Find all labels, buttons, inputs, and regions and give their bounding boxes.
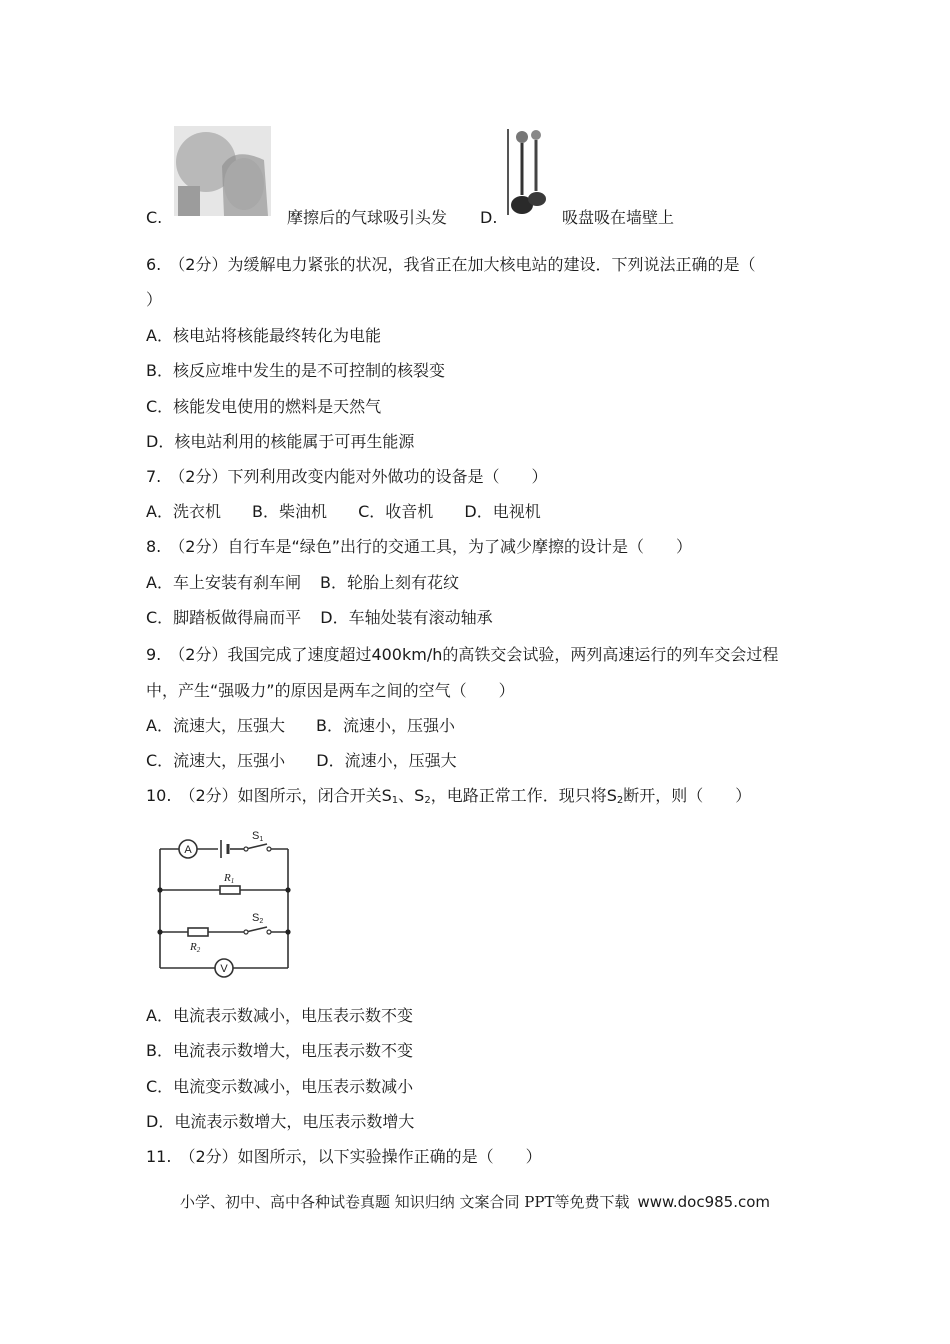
q10-option-d: D．电流表示数增大，电压表示数增大	[146, 1112, 415, 1131]
q11-stem: 11. （2分）如图所示，以下实验操作正确的是（ ）	[146, 1147, 542, 1166]
q9-options-row2	[146, 751, 457, 771]
q6-option-d: D．核电站利用的核能属于可再生能源	[146, 432, 415, 451]
q7-option-a: A．洗衣机	[146, 502, 221, 521]
q9-options-row1	[146, 716, 455, 736]
q7-stem: 7. （2分）下列利用改变内能对外做功的设备是（ ）	[146, 467, 548, 486]
s1-contact-right	[267, 847, 271, 851]
q10-option-a: A．电流表示数减小，电压表示数不变	[146, 1006, 413, 1025]
q7-option-b: B．柴油机	[252, 502, 328, 521]
ammeter-letter: A	[184, 844, 192, 856]
junction-dot-right-r2	[285, 929, 290, 934]
suction-cup-1	[516, 131, 528, 143]
q9-stem-line2: 中，产生“强吸力”的原因是两车之间的空气（ ）	[146, 681, 515, 700]
footer-url[interactable]: www.doc985.com	[637, 1193, 771, 1211]
s2-label: S2	[252, 912, 264, 925]
q10-option-c: C．电流变示数减小，电压表示数减小	[146, 1077, 414, 1096]
hand-shape	[178, 186, 200, 216]
s1-contact-left	[244, 847, 248, 851]
q7-option-d: D．电视机	[464, 502, 541, 521]
q9-stem-line1: 9. （2分）我国完成了速度超过400km/h的高铁交会试验，两列高速运行的列车交会过程	[146, 645, 779, 664]
footer-text: 小学、初中、高中各种试卷真题 知识归纳 文案合同 PPT等免费下载	[179, 1193, 630, 1211]
q10-stem: 10. （2分）如图所示，闭合开关$S_1$、$S_2$，电路正常工作．现只将$S_2$断开，则（ ）	[146, 786, 752, 806]
resistor-r1	[220, 886, 240, 894]
q8-options-row2	[146, 608, 493, 628]
q9-option-d: D．流速小，压强大	[316, 751, 457, 770]
q10-option-b: B．电流表示数增大，电压表示数不变	[146, 1041, 413, 1060]
q7-options	[146, 502, 541, 522]
q5-option-d-caption: 吸盘吸在墙壁上	[562, 208, 675, 227]
q9-option-b: B．流速小，压强小	[316, 716, 456, 735]
circuit-diagram	[148, 820, 300, 980]
q8-option-b: B．轮胎上刻有花纹	[320, 573, 460, 592]
q8-option-c: C．脚踏板做得扁而平	[146, 608, 302, 627]
switch-s1-blade	[246, 844, 267, 849]
resistor-r2	[188, 928, 208, 936]
q5-option-c-label: C.	[146, 208, 163, 227]
q9-option-a: A．流速大，压强大	[146, 716, 285, 735]
ladle-bowl-2	[528, 192, 546, 206]
q8-options-row1	[146, 573, 459, 593]
q8-stem: 8. （2分）自行车是“绿色”出行的交通工具，为了减少摩擦的设计是（ ）	[146, 537, 693, 556]
suction-cup-photo	[504, 127, 550, 217]
junction-dot-right-r1	[285, 887, 290, 892]
q8-option-d: D．车轴处装有滚动轴承	[320, 608, 493, 627]
q9-option-c: C．流速大，压强小	[146, 751, 286, 770]
q6-option-b: B．核反应堆中发生的是不可控制的核裂变	[146, 361, 445, 380]
balloon-hair-photo	[174, 126, 271, 216]
q6-option-a: A．核电站将核能最终转化为电能	[146, 326, 381, 345]
q5-option-d-label: D.	[480, 208, 498, 227]
switch-s2-blade	[246, 927, 267, 932]
q6-option-c: C．核能发电使用的燃料是天然气	[146, 397, 382, 416]
page-footer	[0, 1191, 950, 1212]
q6-stem-line1: 6. （2分）为缓解电力紧张的状况，我省正在加大核电站的建设．下列说法正确的是（	[146, 255, 756, 274]
q7-option-c: C．收音机	[358, 502, 434, 521]
s2-contact-right	[267, 930, 271, 934]
q5-option-c-caption: 摩擦后的气球吸引头发	[287, 208, 448, 227]
junction-dot-left-r1	[157, 887, 162, 892]
s1-label: S1	[252, 830, 264, 843]
s2-contact-left	[244, 930, 248, 934]
voltmeter-letter: V	[220, 963, 228, 975]
suction-cup-2	[531, 130, 541, 140]
q8-option-a: A．车上安装有刹车闸	[146, 573, 301, 592]
q6-stem-line2: ）	[146, 290, 163, 309]
hair-shape	[222, 154, 268, 216]
r2-label: R2	[190, 941, 201, 954]
junction-dot-left-r2	[157, 929, 162, 934]
r1-label: R1	[224, 872, 235, 885]
